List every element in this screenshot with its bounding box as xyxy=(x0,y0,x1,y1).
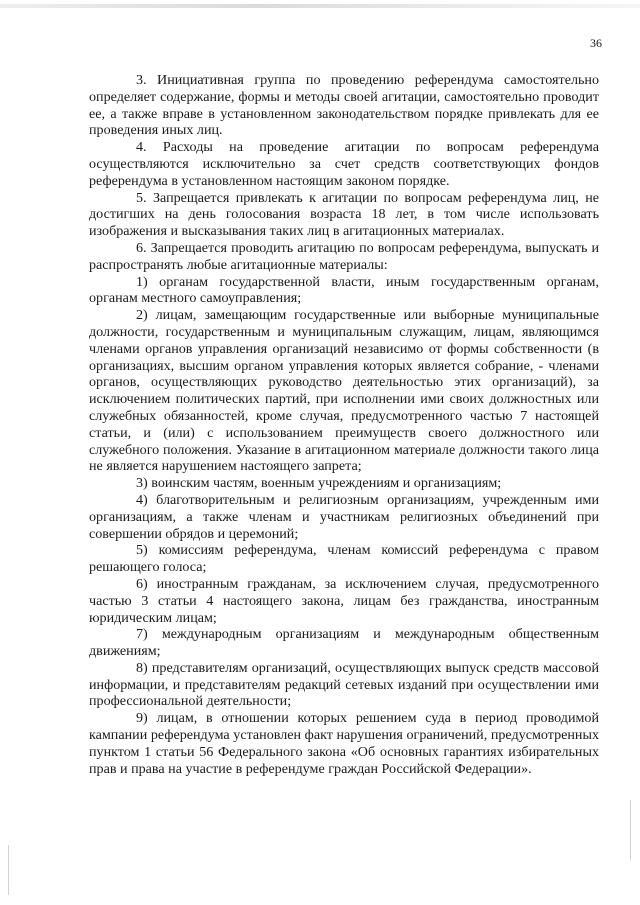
list-item-7: 7) международным организациям и международным общественным движениям; xyxy=(89,626,599,660)
paragraph-item-3: 3. Инициативная группа по проведению референдума самостоятельно определяет содержание, формы и методы своей агитации, самостоятельно проводит ее, а также вправе в установленном законодательством порядке привлекать для ее проведения иных лиц. xyxy=(89,72,599,139)
paragraph-item-6: 6. Запрещается проводить агитацию по вопросам референдума, выпускать и распространять любые агитационные материалы: xyxy=(89,239,599,273)
list-item-6: 6) иностранным гражданам, за исключением случая, предусмотренного частью 3 статьи 4 настоящего закона, лицам без гражданства, иностранным юридическим лицам; xyxy=(89,575,599,626)
page-number: 36 xyxy=(590,36,602,50)
paragraph-item-4: 4. Расходы на проведение агитации по вопросам референдума осуществляются исключительно за счет средств соответствующих фондов референдума в установленном настоящим законом порядке. xyxy=(89,139,599,189)
scan-top-edge xyxy=(0,4,640,8)
list-item-5: 5) комиссиям референдума, членам комиссий референдума с правом решающего голоса; xyxy=(89,542,599,576)
list-item-3: 3) воинским частям, военным учреждениям и организациям; xyxy=(136,475,502,492)
list-item-9: 9) лицам, в отношении которых решением суда в период проводимой кампании референдума установлен факт нарушения ограничений, предусмотренных пунктом 1 статьи 56 Федерального закона «Об основных гарантиях избирательных прав и права на участие в референдуме граждан Российской Федерации». xyxy=(89,710,599,777)
list-item-1: 1) органам государственной власти, иным государственным органам, органам местного самоуправления; xyxy=(89,273,599,307)
paragraph-item-5: 5. Запрещается привлекать к агитации по вопросам референдума лиц, не достигших на день голосования возраста 18 лет, в том числе использовать изображения и высказывания таких лиц в агитационных материалах. xyxy=(89,189,599,240)
list-item-2: 2) лицам, замещающим государственные или выборные муниципальные должности, государственным и муниципальным служащим, лицам, являющимся членами органов управления организаций независимо от формы собственности (в организациях, высшим органом управления которых является собрание, - членами органов, осуществляющих руководство деятельностью этих организаций), за исключением политических партий, при исполнении ими своих должностных или служебных обязанностей, кроме случая, предусмотренного частью 7 настоящей статьи, и (или) с использованием преимуществ своего должностного или служебного положения. Указание в агитационном материале должности такого лица не является нарушением настоящего запрета; xyxy=(89,307,599,475)
list-item-4: 4) благотворительным и религиозным организациям, учрежденным ими организациям, а также членам и участникам религиозных объединений при совершении обрядов и церемоний; xyxy=(89,491,599,542)
list-item-8: 8) представителям организаций, осуществляющих выпуск средств массовой информации, и представителям редакций сетевых изданий при осуществлении ими профессиональной деятельности; xyxy=(89,659,599,710)
document-body xyxy=(89,72,599,777)
scan-right-edge-mark xyxy=(630,800,631,860)
scan-left-edge-mark xyxy=(8,845,9,895)
